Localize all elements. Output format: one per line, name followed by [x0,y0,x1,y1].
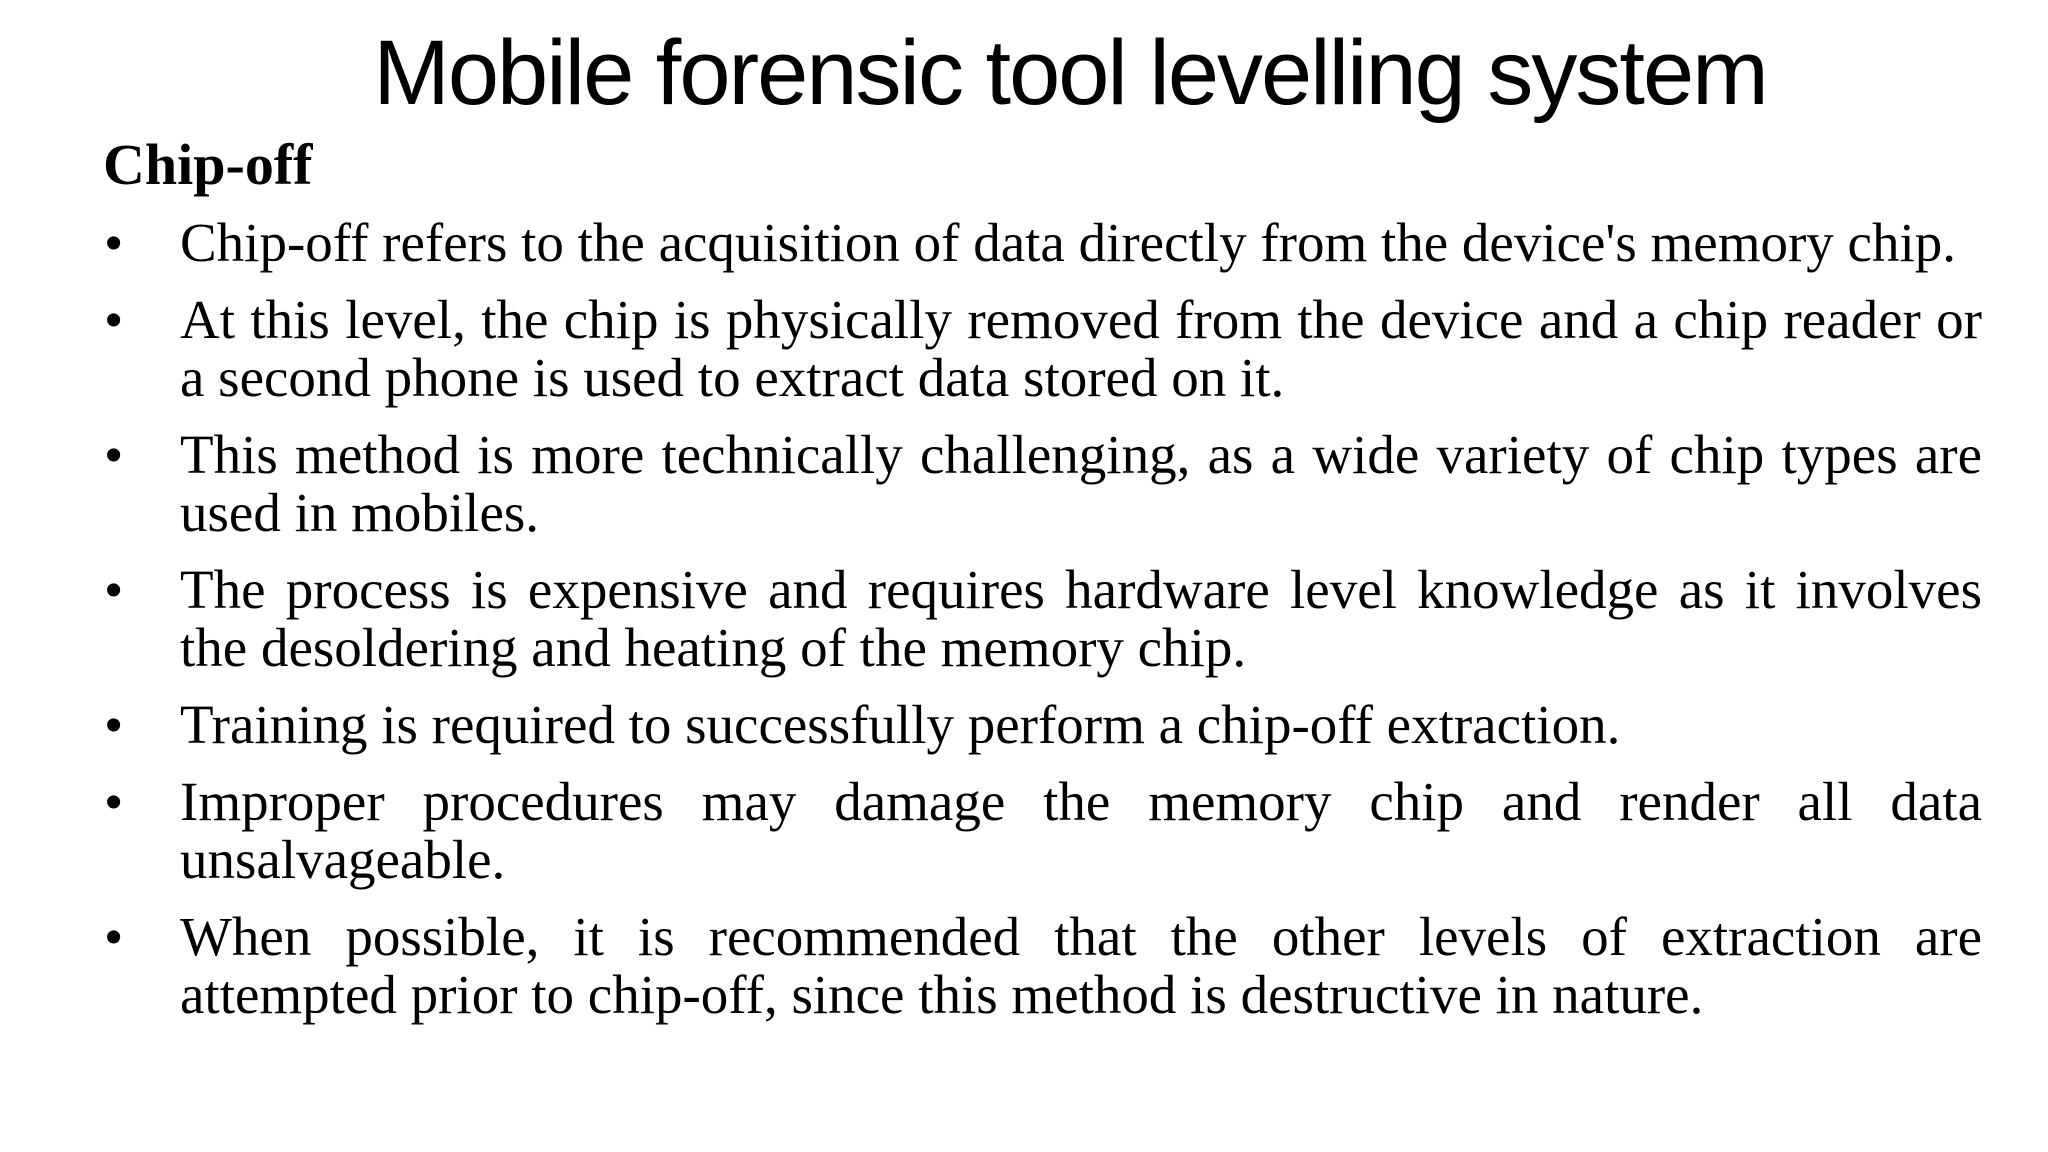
bullet-item [100,291,1982,407]
bullet-text: When possible, it is recommended that the other levels of extraction are attempted prior to chip-off, since this method is destructive in nature. [180,906,1982,1025]
bullet-icon: • [104,212,124,273]
bullet-text: This method is more technically challenging, as a wide variety of chip types are used in mobiles. [180,424,1982,543]
bullet-text: Improper procedures may damage the memory chip and render all data unsalvageable. [180,771,1982,890]
section-heading: Chip-off [103,132,313,197]
bullet-icon: • [104,771,124,832]
bullet-icon: • [104,424,124,485]
bullet-icon: • [104,694,124,755]
bullet-item [100,908,1982,1024]
bullet-item [100,773,1982,889]
bullet-text: Training is required to successfully perform a chip-off extraction. [180,694,1621,755]
bullet-item [100,696,1982,754]
bullet-item [100,214,1982,272]
slide-title: Mobile forensic tool levelling system [373,22,1767,124]
bullet-list [100,214,1982,1043]
bullet-text: The process is expensive and requires hardware level knowledge as it involves the desoldering and heating of the memory chip. [180,559,1982,678]
bullet-icon: • [104,289,124,350]
bullet-text: At this level, the chip is physically removed from the device and a chip reader or a second phone is used to extract data stored on it. [180,289,1982,408]
bullet-text: Chip-off refers to the acquisition of data directly from the device's memory chip. [180,212,1956,273]
bullet-icon: • [104,559,124,620]
bullet-icon: • [104,906,124,967]
bullet-item [100,426,1982,542]
bullet-item [100,561,1982,677]
